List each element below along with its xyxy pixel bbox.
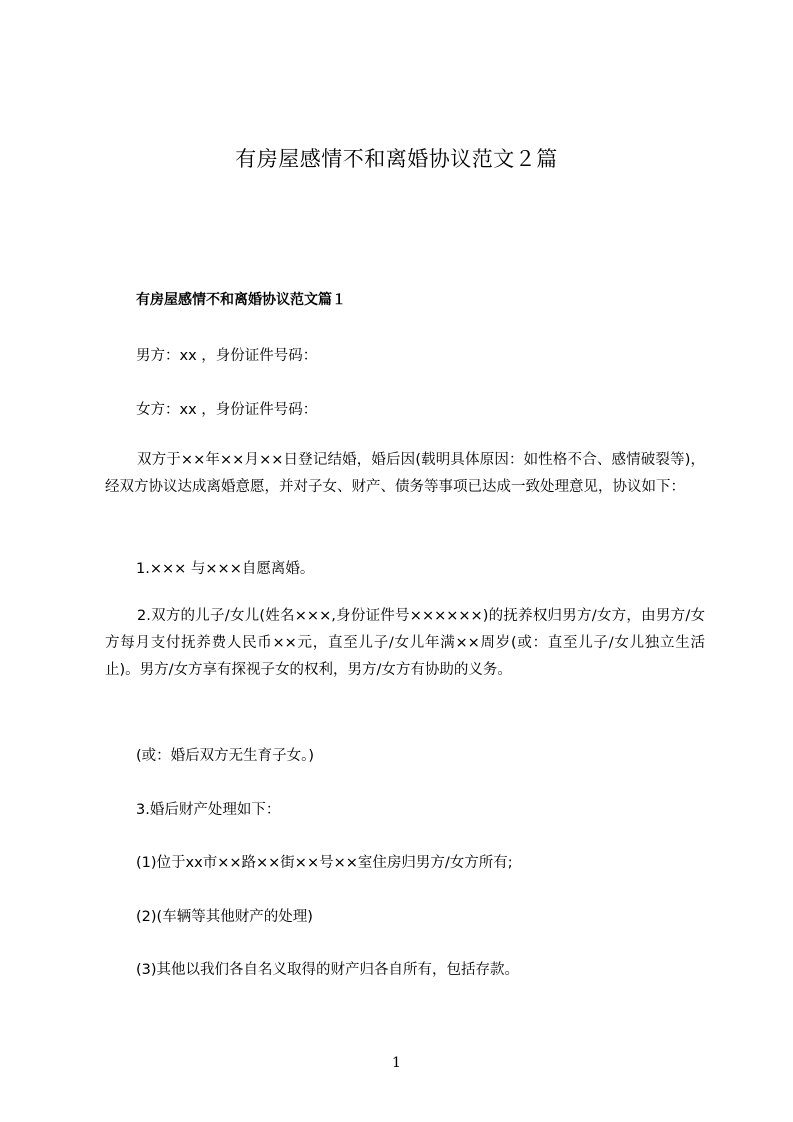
page-number: 1 [392, 1055, 401, 1071]
agreement-item-2-alt: (或：婚后双方无生育子女。) [136, 748, 315, 764]
agreement-item-3-3: (3)其他以我们各自名义取得的财产归各自所有，包括存款。 [136, 962, 520, 978]
agreement-item-3-1: (1)位于xx市××路××街××号××室住房归男方/女方所有; [136, 855, 513, 871]
agreement-item-2: 2.双方的儿子/女儿(姓名×××,身份证件号××××××)的抚养权归男方/女方，由男方/女方每月支付抚养费人民币××元，直至儿子/女儿年满××周岁(或：直至儿子/女儿独立生活止)。男方/女方享有探视子女的权利，男方/女方有协助的义务。 [105, 608, 705, 678]
agreement-item-1: 1.××× 与×××自愿离婚。 [136, 561, 315, 577]
female-party-line: 女方：xx ，身份证件号码： [136, 402, 318, 418]
section-heading: 有房屋感情不和离婚协议范文篇１ [136, 292, 346, 308]
document-title: 有房屋感情不和离婚协议范文２篇 [235, 147, 558, 171]
intro-paragraph: 双方于××年××月××日登记结婚，婚后因(载明具体原因：如性格不合、感情破裂等)，经双方协议达成离婚意愿，并对子女、财产、债务等事项已达成一致处理意见，协议如下： [105, 452, 705, 495]
male-party-line: 男方：xx ，身份证件号码： [136, 348, 318, 364]
agreement-item-3: 3.婚后财产处理如下： [136, 802, 281, 818]
agreement-item-3-2: (2)(车辆等其他财产的处理) [136, 909, 313, 925]
